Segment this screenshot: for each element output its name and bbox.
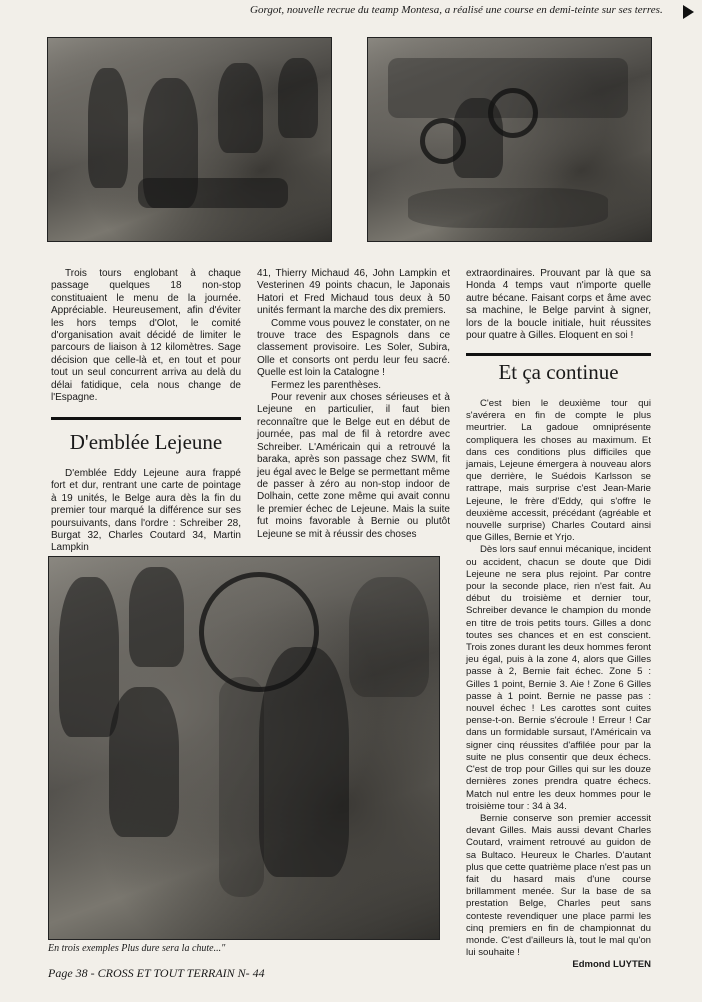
- article-column-3-body: [466, 398, 651, 972]
- paragraph: Dès lors sauf ennui mécanique, incident ou accident, chacun se doute que Didi Lejeune ne sera plus rejoint. Par contre pour la seconde place, rien n'est fait. Au début du troisième et dernier tour, Schreiber devance le champion du monde en titre de trois petits tours. Gilles a donc toutes ses chances et en est conscient. Trois zones durant les deux hommes feront jeu égal, puis à la zone 4, alors que Gilles passe à 2, Bernie fait échec. Zone 5 : Gilles 1 point, Bernie 3. Aie ! Zone 6 Gilles passe à 1 point. Bernie ne passe pas : nouvel échec ! Les carottes sont cuites pense-t-on. Bernie s'écroule ! Erreur ! Car dans un formidable sursaut, l'Américain va signer cinq réussites d'affilée pour par la suite ne plus consentir que deux échecs. C'est de trop pour Gilles qui sur les douze dernières zones prendra quatre échecs. Match nul entre les deux hommes pour le troisième tour : 34 à 34.: [466, 544, 651, 812]
- article-column-1-body: [51, 468, 241, 555]
- photo-main: [48, 556, 440, 940]
- paragraph: C'est bien le deuxième tour qui s'avérera en fin de compte le plus meurtrier. La gadoue omniprésente compliquera les choses au maximum. Et dans ces conditions plus difficiles que jamais, Lejeune émergera à nouveau alors que derrière, le Suédois Karlsson se rattrape, mais surprise c'est Jean-Marie Lejeune, le frère d'Eddy, qui s'offre le deuxième accessit, précédant (agréable et nouvelle surprise) Charles Coutard ainsi que Gilles, Bernie et Yrjo.: [466, 398, 651, 544]
- paragraph: 41, Thierry Michaud 46, John Lampkin et Vesterinen 49 points chacun, le Japonais Hatori et Fred Michaud tous deux à 50 unités fermant la marche des dix premiers.: [257, 268, 450, 317]
- section-heading-1: D'emblée Lejeune: [69, 430, 223, 454]
- arrow-right-icon: [683, 5, 694, 19]
- divider: [51, 417, 241, 420]
- paragraph: extraordinaires. Prouvant par là que sa Honda 4 temps vaut n'importe quelle autre bécane. Faisant corps et âme avec sa machine, le Belge parvint à signer, lors de la boucle initiale, huit réussites pour quatre à Gilles. Eloquent en soi !: [466, 268, 651, 342]
- photo-top-left: [47, 37, 332, 242]
- article-column-3-top: [466, 268, 651, 342]
- author-byline: Edmond LUYTEN: [572, 959, 651, 971]
- photo-caption-top: Gorgot, nouvelle recrue du teamp Montesa, a réalisé une course en demi-teinte sur ses terres.: [250, 4, 663, 16]
- photo-caption: En trois exemples Plus dure sera la chute...": [48, 943, 226, 954]
- photo-top-right: [367, 37, 652, 242]
- section-heading-2: Et ça continue: [498, 360, 619, 384]
- page-footer: Page 38 - CROSS ET TOUT TERRAIN N- 44: [48, 966, 265, 980]
- paragraph: Fermez les parenthèses.: [271, 379, 382, 391]
- article-column-2: [257, 268, 450, 541]
- paragraph: Comme vous pouvez le constater, on ne trouve trace des Espagnols dans ce classement provisoire. Les Soler, Subira, Olle et consorts ont perdu leur feu sacré. Quelle est loin la Catalogne !: [257, 317, 450, 379]
- paragraph: Trois tours englobant à chaque passage quelques 18 non-stop constituaient le menu de la journée. Appréciable. Heureusement, afin d'éviter les hors temps d'Olot, le comité d'organisation avait décidé de limiter le parcours de liaison à 12 kilomètres. Sage décision que celle-là et, en tout et pour tout un seul concurrent arriva au delà du délai fatidique, cela nous change de l'Espagne.: [51, 268, 241, 404]
- paragraph: Bernie conserve son premier accessit devant Gilles. Mais aussi devant Charles Coutard, vraiment retrouvé au guidon de sa Bultaco. Heureux le Charles. D'autant plus que cette quatrième place n'est pas un fait du hasard mais d'une course brillamment menée. Sur la base de sa prestation Belge, Charles peut sans conteste revendiquer une place parmi les cinq premiers en fin de championnat du monde. C'est d'ailleurs là, tout le mal qu'on lui souhaite !: [466, 812, 651, 959]
- article-column-1-intro: [51, 268, 241, 404]
- divider: [466, 353, 651, 356]
- paragraph: Pour revenir aux choses sérieuses et à Lejeune en particulier, il faut bien reconnaître que le Belge eut en début de journée, pas mal de fil à retordre avec Schreiber. L'Américain qui a retrouvé la baraka, après son passage chez SWM, fit jeu égal avec le Belge se permettant même de passer à zéro au non-stop indoor de Dolhain, cette zone même qui avait connu le premier échec de Lejeune. Mais la suite fut moins favorable à Bernie ou plutôt Lejeune se mit à réussir des choses: [257, 392, 450, 540]
- paragraph: D'emblée Eddy Lejeune aura frappé fort et dur, rentrant une carte de pointage à 19 unités, le Belge aura dès la fin du premier tour marqué la différence sur ses poursuivants, dans l'ordre : Schreiber 28, Burgat 32, Charles Coutard 34, Martin Lampkin: [51, 468, 241, 554]
